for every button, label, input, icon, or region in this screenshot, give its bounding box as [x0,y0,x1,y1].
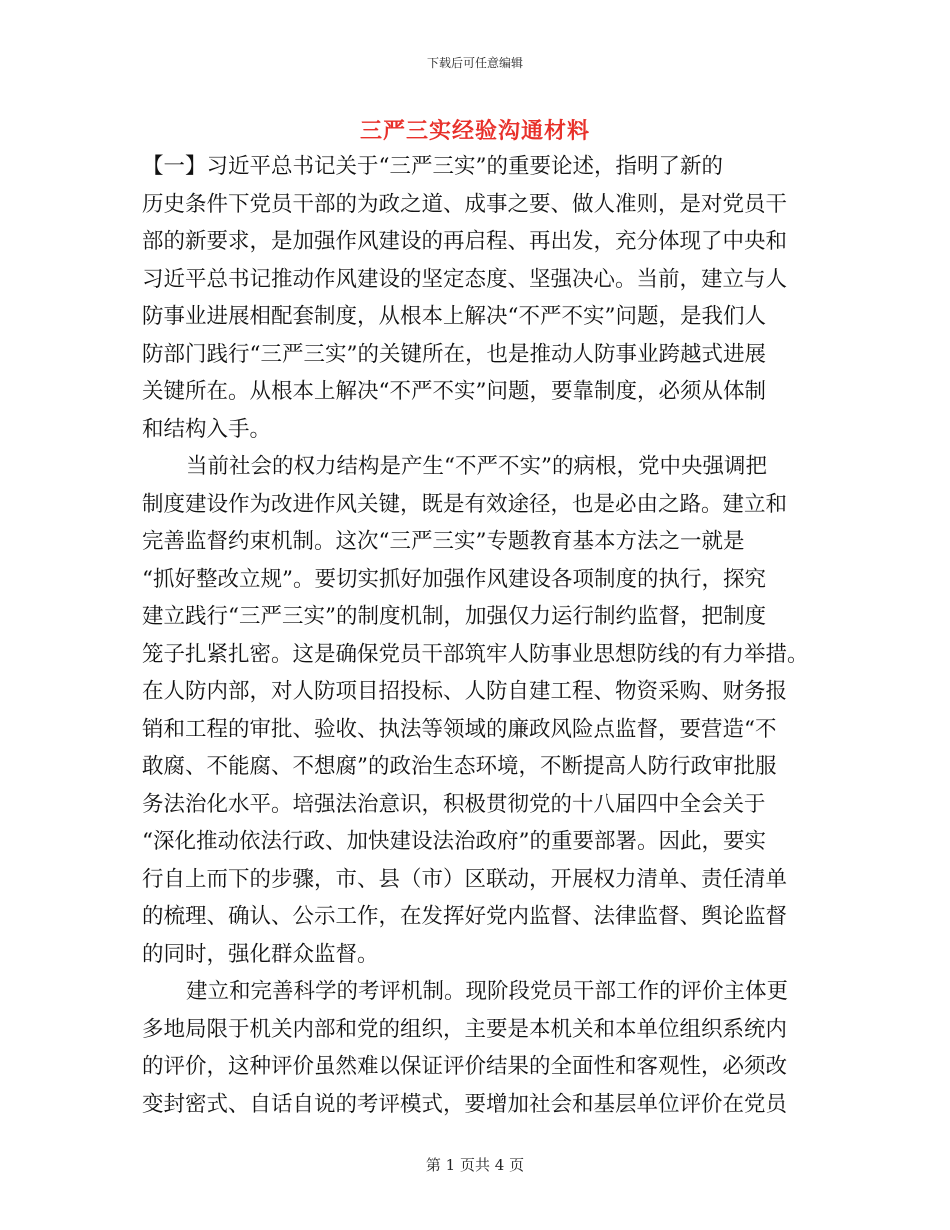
body-line: 变封密式、自话自说的考评模式，要增加社会和基层单位评价在党员 [142,1091,788,1117]
body-line: 完善监督约束机制。这次“三严三实”专题教育基本方法之一就是 [142,529,745,554]
body-line: 在人防内部，对人防项目招投标、人防自建工程、物资采购、财务报 [142,679,788,704]
body-line: “深化推动依法行政、加快建设法治政府”的重要部署。因此，要实 [142,829,766,854]
body-line: 的同时，强化群众监督。 [142,941,379,967]
body-line: 的梳理、确认、公示工作，在发挥好党内监督、法律监督、舆论监督 [142,904,788,929]
document-body [142,148,814,1123]
body-line: 防部门践行“三严三实”的关键所在，也是推动人防事业跨越式进展 [142,341,766,367]
body-line: 制度建设作为改进作风关键，既是有效途径，也是必由之路。建立和 [142,491,788,517]
page-number: 第 1 页共 4 页 [425,1156,525,1174]
body-line: 建立践行“三严三实”的制度机制，加强仅力运行制约监督，把制度 [142,604,766,629]
body-line: 的评价，这种评价虽然难以保证评价结果的全面性和客观性，必须改 [142,1054,788,1079]
body-line: 防事业进展相配套制度，从根本上解决“不严不实”问题，是我们人 [142,304,766,329]
body-line: 敢腐、不能腐、不想腐”的政治生态环境，不断提高人防行政审批服 [142,754,777,779]
body-line: 部的新要求，是加强作风建设的再启程、再出发，充分体现了中央和 [142,229,788,254]
document-title: 三严三实经验沟通材料 [359,118,590,144]
body-line: 习近平总书记推动作风建设的坚定态度、坚强决心。当前，建立与人 [142,266,788,292]
body-line: 务法治化水平。培强法治意识，积极贯彻党的十八届四中全会关于 [142,791,766,817]
header-note: 下载后可任意编辑 [426,56,523,70]
body-line: 历史条件下党员干部的为政之道、成事之要、做人准则，是对党员干 [142,191,788,217]
body-line: 和结构入手。 [142,416,272,442]
body-line: 【一】习近平总书记关于“三严三实”的重要论述，指明了新的 [142,154,723,179]
body-line: 多地局限于机关内部和党的组织，主要是本机关和本单位组织系统内 [142,1016,788,1042]
paragraph-start-line: 当前社会的权力结构是产生“不严不实”的病根，党中央强调把 [186,454,767,479]
paragraph-start-line: 建立和完善科学的考评机制。现阶段党员干部工作的评价主体更 [186,979,789,1004]
body-line: 行自上而下的步骤，市、县（市）区联动，开展权力清单、责任清单 [142,866,788,892]
body-line: 销和工程的审批、验收、执法等领域的廉政风险点监督，要营造“不 [142,716,777,742]
body-line: “抓好整改立规”。要切实抓好加强作风建设各项制度的执行，探究 [142,566,766,592]
body-line: 笼子扎紧扎密。这是确保党员干部筑牢人防事业思想防线的有力举措。 [142,641,809,667]
body-line: 关键所在。从根本上解决“不严不实”问题，要靠制度，必须从体制 [142,379,766,404]
